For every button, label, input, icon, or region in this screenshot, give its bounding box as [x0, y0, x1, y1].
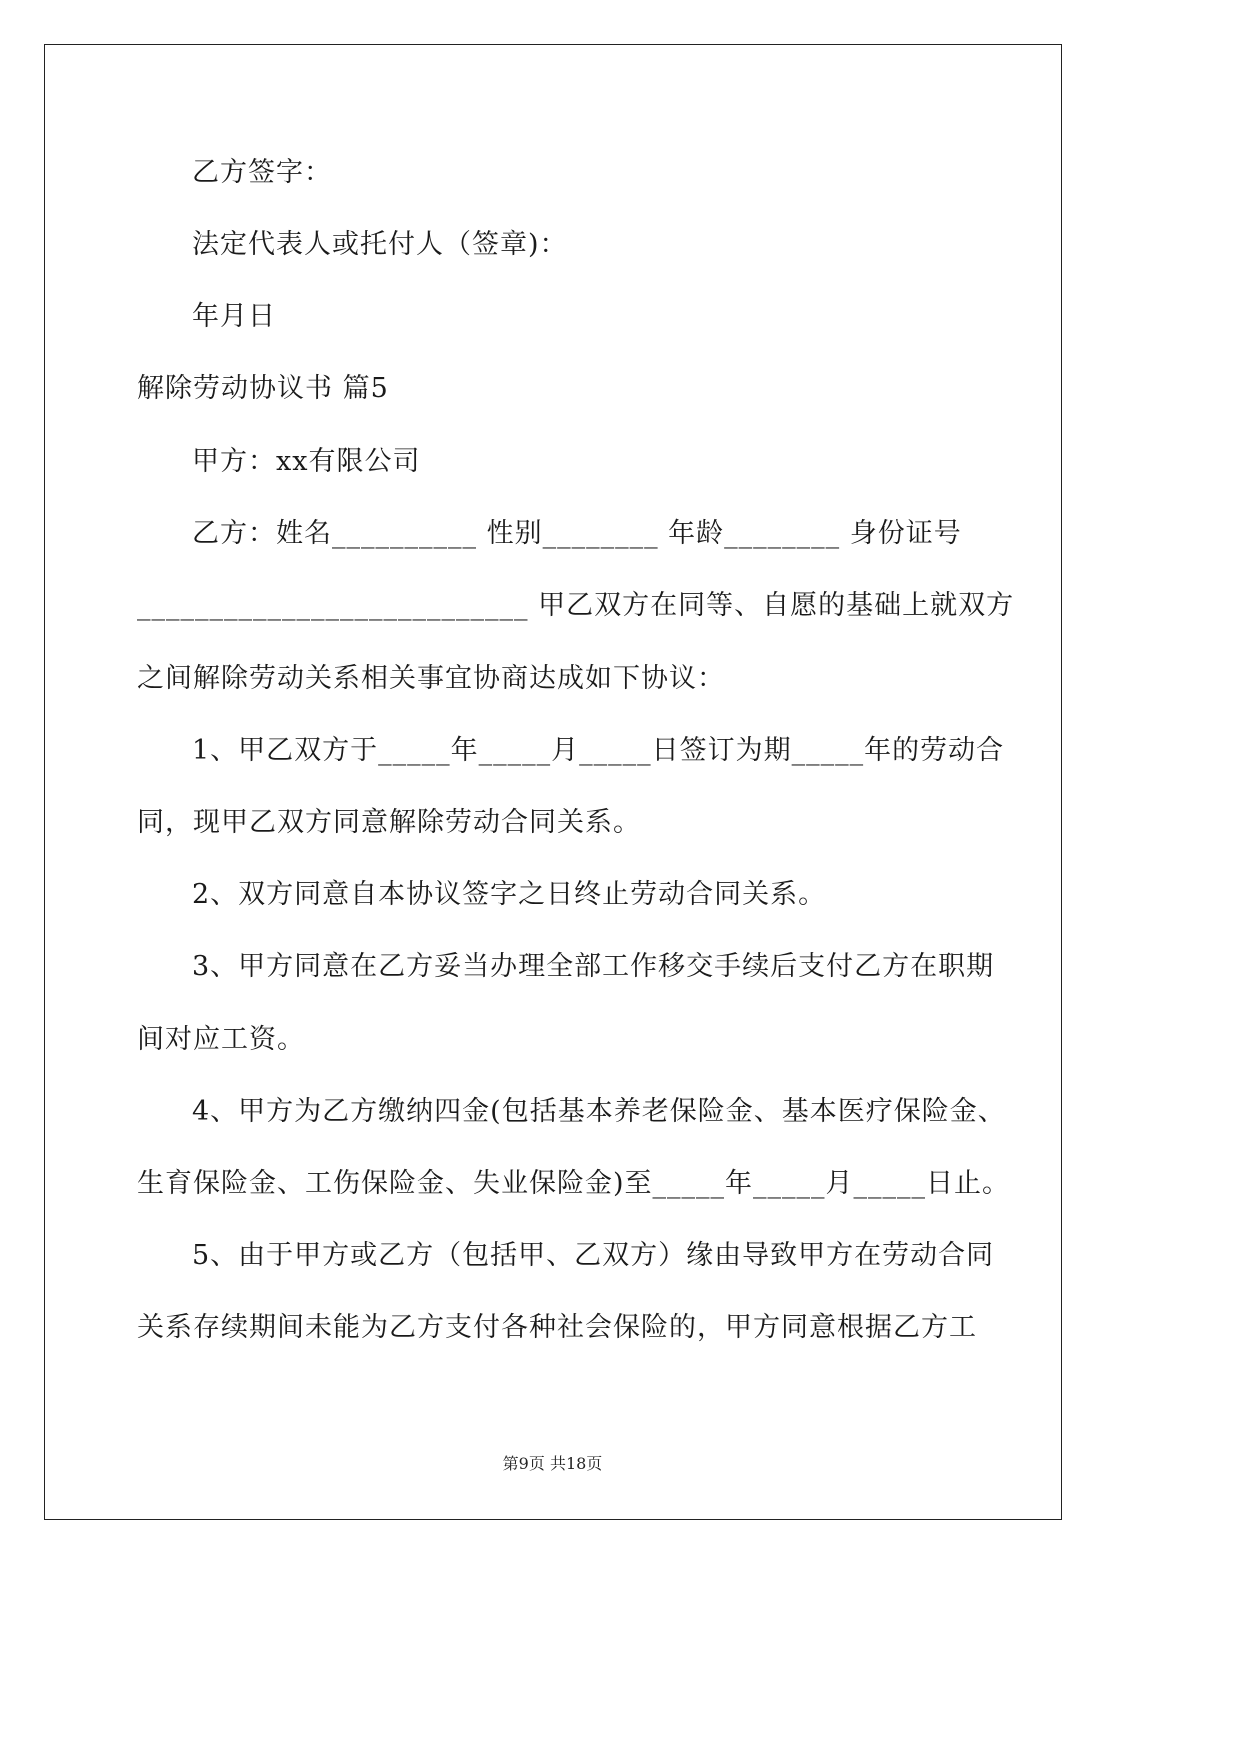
party-b-signature-line: 乙方签字：: [192, 157, 332, 188]
date-line: 年月日: [192, 301, 276, 332]
clause-4-line: 4、甲方为乙方缴纳四金(包括基本养老保险金、基本医疗保险金、: [192, 1096, 1006, 1127]
party-b-info-line: 乙方：姓名__________ 性别________ 年龄________ 身份证号: [192, 518, 962, 549]
clause-5-line: 关系存续期间未能为乙方支付各种社会保险的，甲方同意根据乙方工: [137, 1312, 977, 1343]
clause-1-line: 同，现甲乙双方同意解除劳动合同关系。: [137, 807, 641, 838]
section-heading: 解除劳动协议书 篇5: [137, 373, 389, 404]
clause-3-line: 3、甲方同意在乙方妥当办理全部工作移交手续后支付乙方在职期: [192, 951, 995, 982]
paragraph-line: 之间解除劳动关系相关事宜协商达成如下协议：: [137, 663, 725, 694]
legal-representative-line: 法定代表人或托付人（签章)：: [192, 229, 568, 260]
party-a-line: 甲方：xx有限公司: [192, 446, 421, 477]
clause-2-line: 2、双方同意自本协议签字之日终止劳动合同关系。: [192, 879, 827, 910]
clause-5-line: 5、由于甲方或乙方（包括甲、乙双方）缘由导致甲方在劳动合同: [192, 1240, 995, 1271]
clause-4-line: 生育保险金、工伤保险金、失业保险金)至_____年_____月_____日止。: [137, 1168, 1011, 1199]
clause-3-line: 间对应工资。: [137, 1024, 305, 1055]
clause-1-line: 1、甲乙双方于_____年_____月_____日签订为期_____年的劳动合: [192, 735, 1005, 766]
page-number-footer: 第9页 共18页: [502, 1454, 603, 1473]
paragraph-line: ___________________________ 甲乙双方在同等、自愿的基础上就双方: [137, 590, 1015, 621]
page-border: [44, 44, 1062, 1520]
